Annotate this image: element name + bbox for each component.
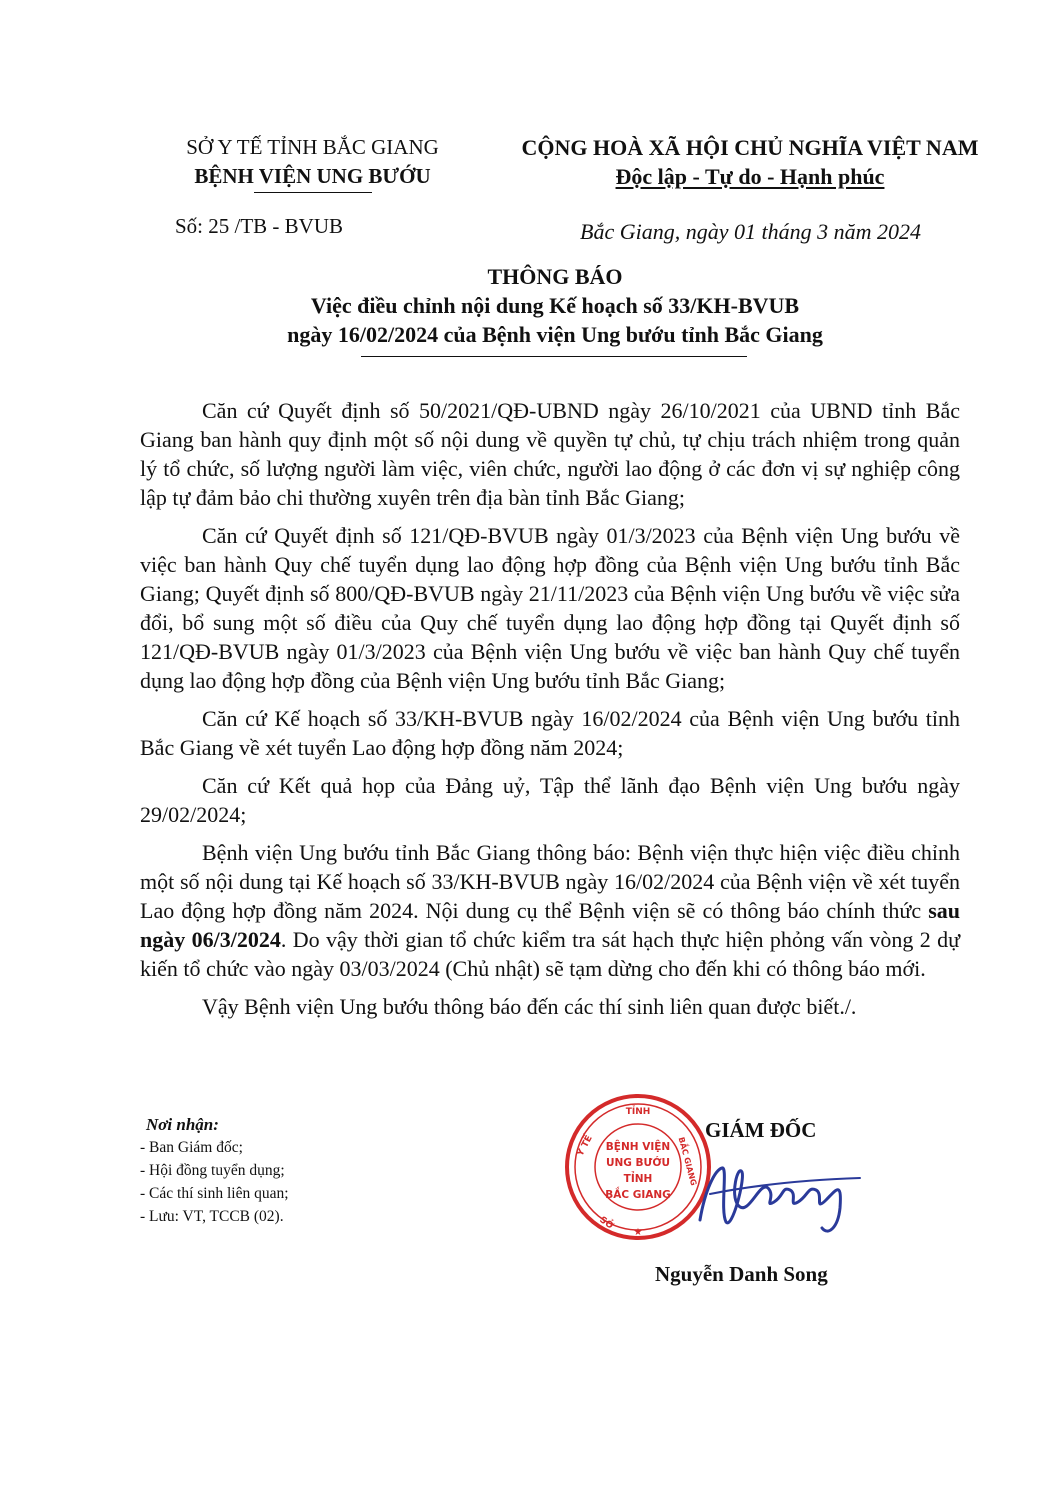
svg-text:Y TẾ: Y TẾ xyxy=(575,1134,595,1159)
agency-department: SỞ Y TẾ TỈNH BẮC GIANG xyxy=(186,135,439,159)
svg-text:BẮC GIANG: BẮC GIANG xyxy=(676,1136,699,1187)
title-subject-line1: Việc điều chỉnh nội dung Kế hoạch số 33/KH-BVUB xyxy=(310,293,800,318)
paragraph-legal-basis-1: Căn cứ Quyết định số 50/2021/QĐ-UBND ngày 26/10/2021 của UBND tỉnh Bắc Giang ban hành quy định một số nội dung về quyền tự chủ, tự chịu trách nhiệm trong quản lý tổ chức, số lượng người làm việc, viên chức, người lao động ở các đơn vị sự nghiệp công lập tự đảm bảo chi thường xuyên trên địa bàn tỉnh Bắc Giang; xyxy=(140,398,960,510)
place-date: Bắc Giang, ngày 01 tháng 3 năm 2024 xyxy=(580,219,921,244)
paragraph-legal-basis-2: Căn cứ Quyết định số 121/QĐ-BVUB ngày 01/3/2023 của Bệnh viện Ung bướu về việc ban hành Quy chế tuyển dụng lao động hợp đồng của Bệnh viện Ung bướu tỉnh Bắc Giang; Quyết định số 800/QĐ-BVUB ngày 21/11/2023 của Bệnh viện Ung bướu về việc sửa đổi, bổ sung một số điều của Quy chế tuyển dụng lao động hợp đồng tại Quyết định số 121/QĐ-BVUB ngày 01/3/2023 của Bệnh viện Ung bướu về việc ban hành Quy chế tuyển dụng lao động hợp đồng của Bệnh viện Ung bướu tỉnh Bắc Giang; xyxy=(140,523,960,693)
agency-underline xyxy=(254,192,372,193)
recipients-label: Nơi nhận: xyxy=(146,1115,219,1134)
handwritten-signature-icon xyxy=(690,1150,870,1240)
recipient-item: - Hội đồng tuyển dụng; xyxy=(140,1162,285,1179)
document-body xyxy=(140,396,960,1030)
agency-hospital: BỆNH VIỆN UNG BƯỚU xyxy=(194,164,431,188)
paragraph-announcement xyxy=(140,838,960,983)
title-heading: THÔNG BÁO xyxy=(487,264,623,289)
document-number: Số: 25 /TB - BVUB xyxy=(175,214,344,238)
paragraph-legal-basis-4: Căn cứ Kết quả họp của Đảng uỷ, Tập thể lãnh đạo Bệnh viện Ung bướu ngày 29/02/2024; xyxy=(140,773,960,827)
svg-text:UNG BƯỚU: UNG BƯỚU xyxy=(605,1157,671,1169)
country-name: CỘNG HOÀ XÃ HỘI CHỦ NGHĨA VIỆT NAM xyxy=(521,135,979,160)
recipient-item: - Các thí sinh liên quan; xyxy=(140,1185,289,1202)
signer-name: Nguyễn Danh Song xyxy=(655,1262,828,1286)
paragraph-legal-basis-3: Căn cứ Kế hoạch số 33/KH-BVUB ngày 16/02/2024 của Bệnh viện Ung bướu tỉnh Bắc Giang về xét tuyển Lao động hợp đồng năm 2024; xyxy=(140,706,960,760)
svg-text:TỈNH: TỈNH xyxy=(623,1173,653,1185)
svg-text:TỈNH: TỈNH xyxy=(625,1107,651,1117)
document-title xyxy=(140,262,970,349)
recipient-item: - Lưu: VT, TCCB (02). xyxy=(140,1208,284,1225)
signer-title: GIÁM ĐỐC xyxy=(705,1118,817,1142)
national-header xyxy=(495,133,1005,191)
title-divider xyxy=(361,356,747,357)
svg-text:BẮC GIANG: BẮC GIANG xyxy=(605,1189,671,1201)
issuing-agency xyxy=(140,133,485,193)
announcement-text-start: Bệnh viện Ung bướu tỉnh Bắc Giang thông báo: Bệnh viện thực hiện việc điều chỉnh một số nội dung tại Kế hoạch số 33/KH-BVUB ngày 16/02/2024 của Bệnh viện về xét tuyển Lao động hợp đồng năm 2024. Nội dung cụ thể Bệnh viện sẽ có thông báo chính thức xyxy=(140,840,960,923)
announcement-text-end: . Do vậy thời gian tổ chức kiểm tra sát hạch thực hiện phỏng vấn vòng 2 dự kiến tổ chức vào ngày 03/03/2024 (Chủ nhật) sẽ tạm dừng cho đến khi có thông báo mới. xyxy=(140,927,960,981)
paragraph-closing: Vậy Bệnh viện Ung bướu thông báo đến các thí sinh liên quan được biết./. xyxy=(202,994,857,1019)
svg-text:SỞ: SỞ xyxy=(597,1215,615,1232)
announcement-date-emphasis: sau ngày 06/3/2024 xyxy=(140,898,960,952)
national-motto: Độc lập - Tự do - Hạnh phúc xyxy=(615,164,885,189)
recipients-block xyxy=(140,1113,470,1228)
svg-text:BỆNH VIỆN: BỆNH VIỆN xyxy=(605,1141,671,1153)
svg-text:★: ★ xyxy=(633,1227,643,1238)
recipient-item: - Ban Giám đốc; xyxy=(140,1139,243,1156)
title-subject-line2: ngày 16/02/2024 của Bệnh viện Ung bướu tỉnh Bắc Giang xyxy=(287,322,823,347)
